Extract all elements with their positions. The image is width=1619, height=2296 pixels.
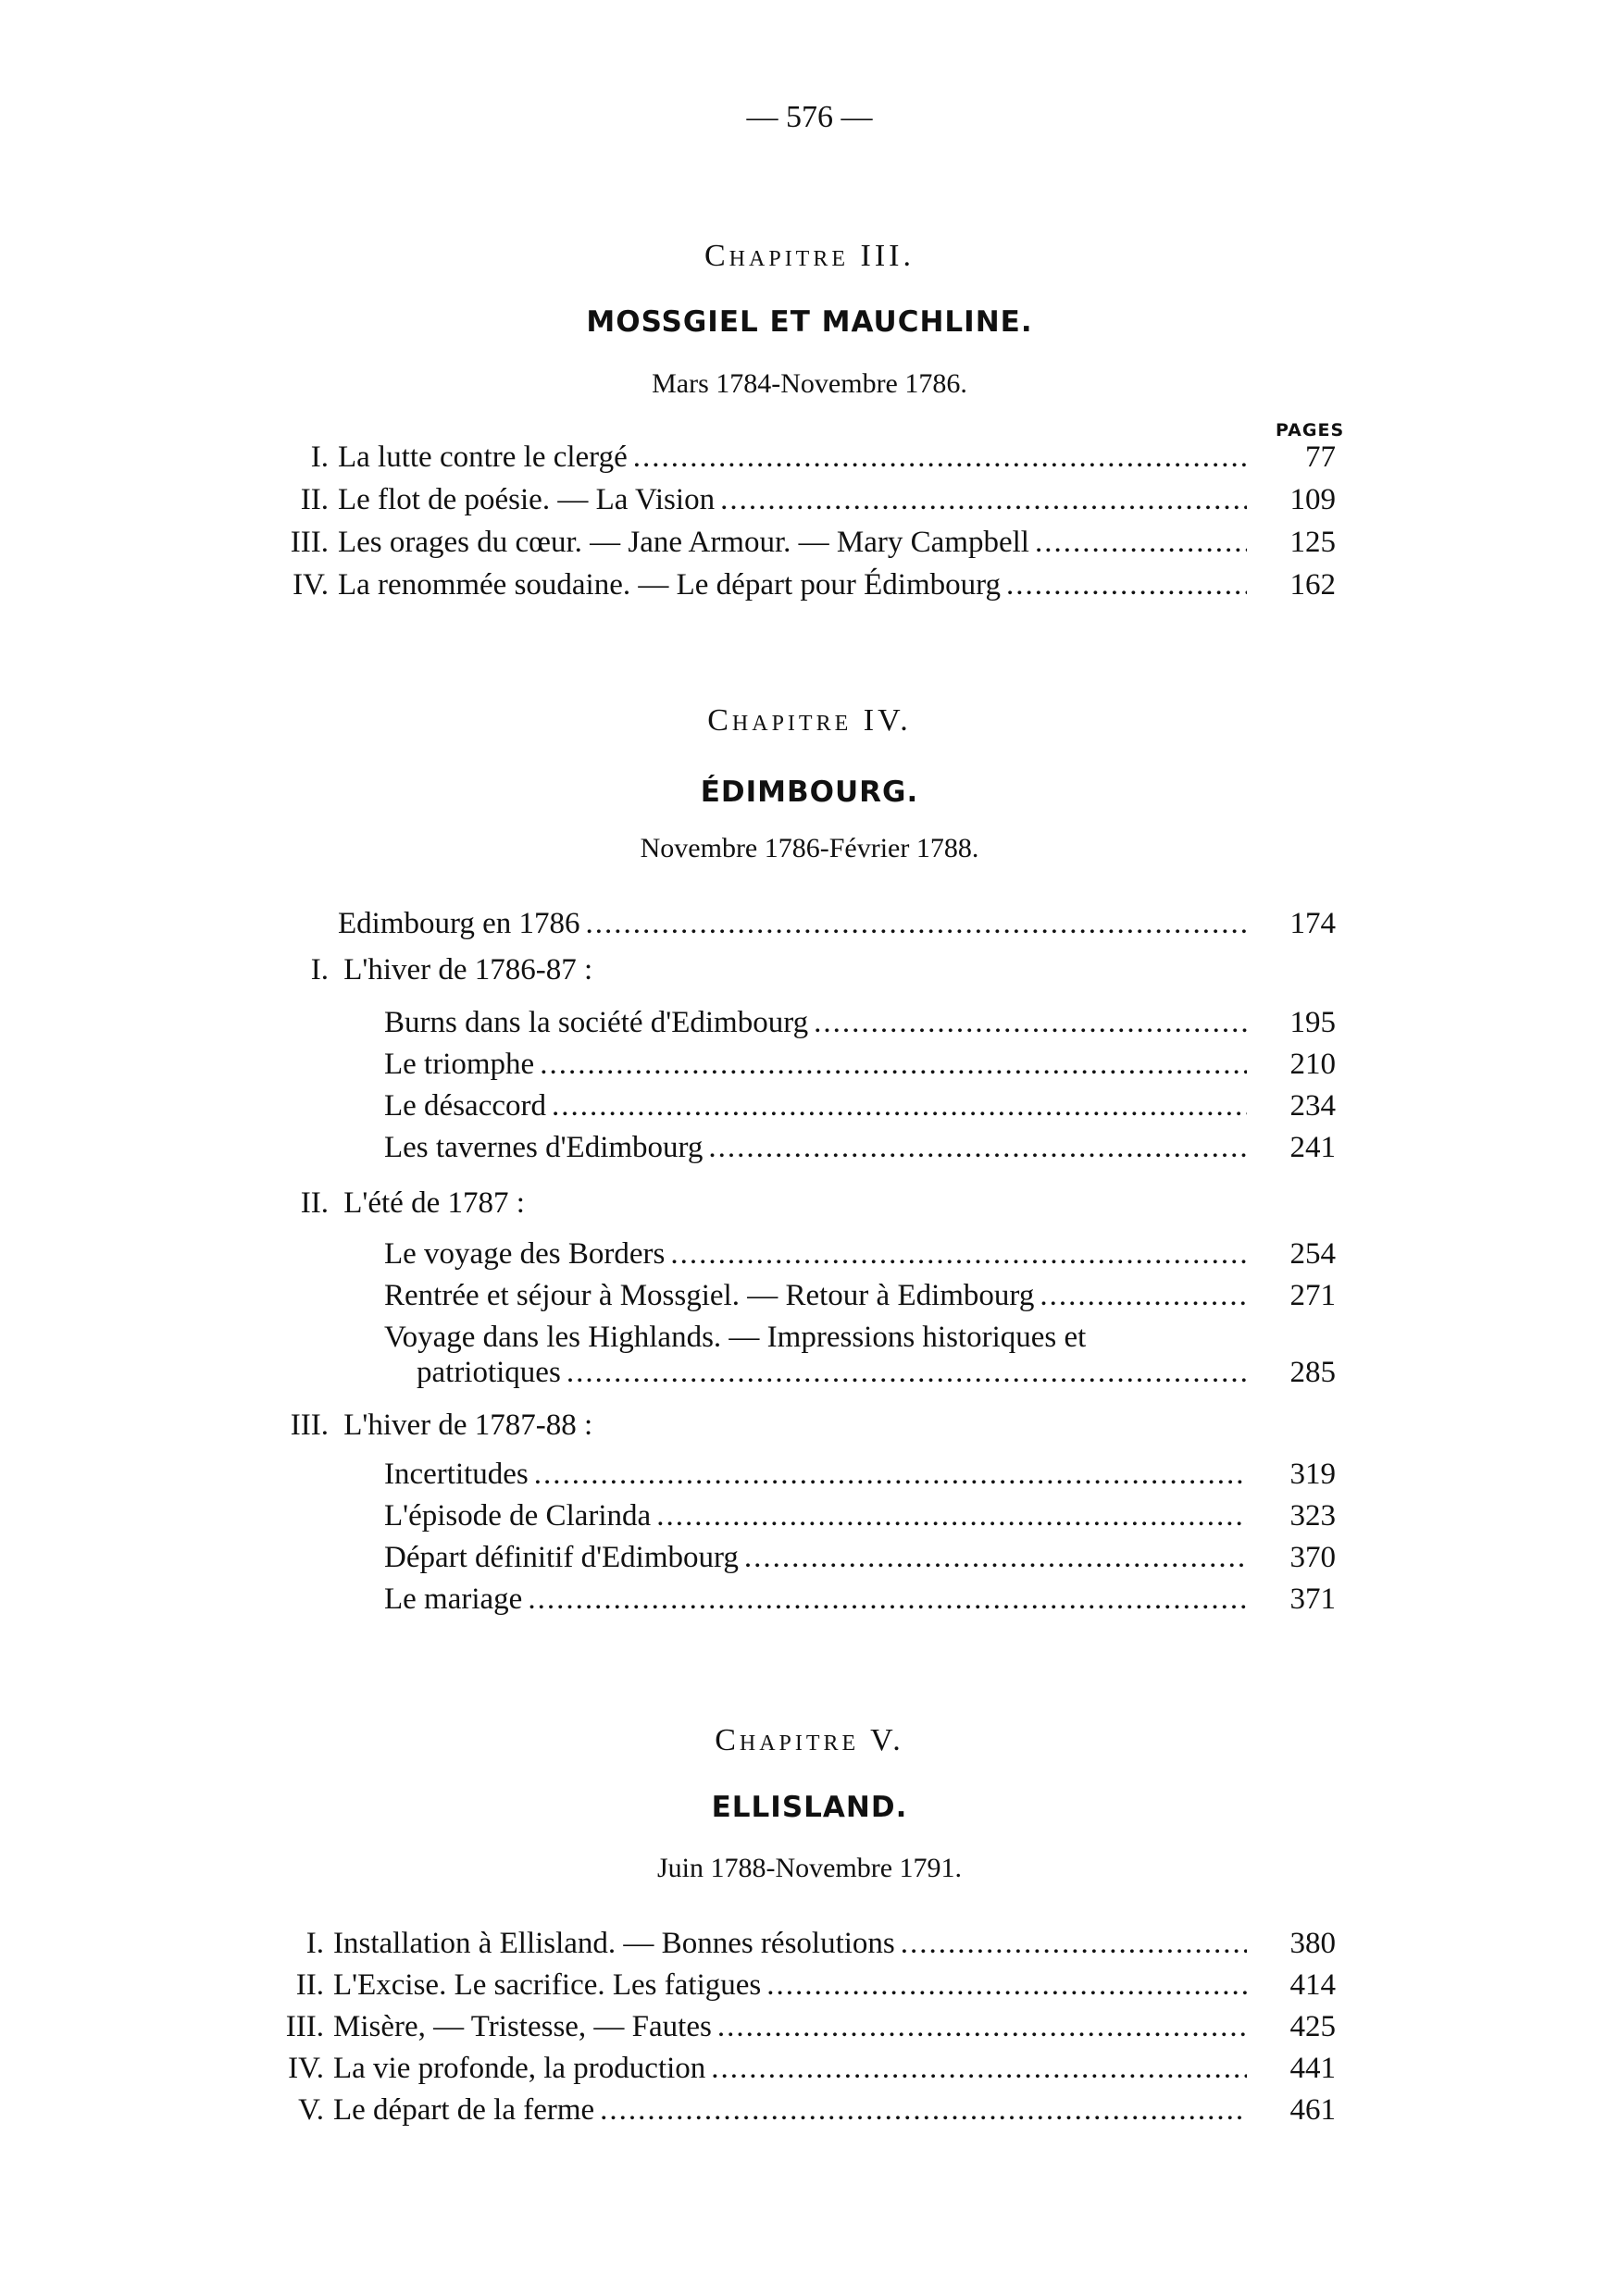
entry-title: La renommée soudaine. — Le départ pour Édimbourg bbox=[338, 568, 1002, 602]
entry-title: Installation à Ellisland. — Bonnes résolutions bbox=[333, 1927, 895, 1960]
entry-title: Rentrée et séjour à Mossgiel. — Retour à Edimbourg bbox=[384, 1279, 1035, 1312]
entry-title: L'Excise. Le sacrifice. Les fatigues bbox=[333, 1968, 762, 2002]
entry-page: 414 bbox=[1289, 1968, 1336, 2002]
entry-page: 285 bbox=[1289, 1356, 1336, 1389]
toc-entry bbox=[384, 1048, 1336, 1090]
dot-leader bbox=[670, 1237, 1247, 1272]
dot-leader bbox=[528, 1582, 1247, 1617]
chapter-title: ELLISLAND. bbox=[711, 1791, 908, 1824]
entry-page: 323 bbox=[1289, 1499, 1336, 1533]
chapter-title: MOSSGIEL ET MAUCHLINE. bbox=[586, 305, 1033, 339]
section-number: I. bbox=[310, 953, 329, 987]
entry-page: 461 bbox=[1289, 2093, 1336, 2127]
chapter-title: ÉDIMBOURG. bbox=[700, 776, 919, 809]
entry-title: La vie profonde, la production bbox=[333, 2052, 706, 2085]
entry-page: 370 bbox=[1289, 1541, 1336, 1574]
dot-leader bbox=[633, 441, 1247, 475]
chapter-dates: Novembre 1786-Février 1788. bbox=[640, 833, 979, 863]
toc-entry bbox=[384, 1131, 1336, 1173]
entry-title: Misère, — Tristesse, — Fautes bbox=[333, 2010, 712, 2043]
entry-title: Le voyage des Borders bbox=[384, 1237, 666, 1271]
dot-leader bbox=[567, 1356, 1247, 1390]
entry-page: 77 bbox=[1305, 441, 1336, 474]
entry-number: I. bbox=[305, 1927, 324, 1960]
toc-entry bbox=[300, 483, 1336, 526]
entry-page: 210 bbox=[1289, 1048, 1336, 1081]
page-number: — 576 — bbox=[746, 100, 873, 134]
toc-entry bbox=[384, 1237, 1336, 1280]
entry-page: 162 bbox=[1289, 568, 1336, 602]
toc-entry bbox=[293, 568, 1336, 611]
entry-title: Le triomphe bbox=[384, 1048, 535, 1081]
dot-leader bbox=[814, 1006, 1247, 1040]
entry-title: La lutte contre le clergé bbox=[338, 441, 628, 474]
entry-title: Incertitudes bbox=[384, 1458, 529, 1491]
section-title: L'été de 1787 : bbox=[343, 1186, 525, 1220]
section-number: III. bbox=[290, 1409, 329, 1442]
entry-page: 254 bbox=[1289, 1237, 1336, 1271]
section-heading bbox=[273, 953, 592, 987]
dot-leader bbox=[1006, 568, 1247, 602]
entry-title: patriotiques bbox=[417, 1356, 561, 1389]
toc-entry bbox=[305, 1927, 1336, 1969]
entry-title: Les tavernes d'Edimbourg bbox=[384, 1131, 704, 1164]
toc-entry bbox=[384, 1089, 1336, 1132]
entry-page: 234 bbox=[1289, 1089, 1336, 1123]
entry-page: 109 bbox=[1289, 483, 1336, 516]
chapter-dates: Juin 1788-Novembre 1791. bbox=[656, 1853, 963, 1883]
section-title: L'hiver de 1787-88 : bbox=[343, 1409, 593, 1442]
entry-title: Départ définitif d'Edimbourg bbox=[384, 1541, 739, 1574]
toc-entry bbox=[384, 1499, 1336, 1542]
entry-page: 174 bbox=[1289, 907, 1336, 940]
entry-page: 380 bbox=[1289, 1927, 1336, 1960]
entry-title: Les orages du cœur. — Jane Armour. — Mary Campbell bbox=[338, 526, 1029, 559]
dot-leader bbox=[552, 1089, 1247, 1123]
dot-leader bbox=[1035, 526, 1247, 560]
entry-number: II. bbox=[295, 1968, 324, 2002]
dot-leader bbox=[708, 1131, 1247, 1165]
entry-number: II. bbox=[300, 483, 329, 516]
entry-page: 271 bbox=[1289, 1279, 1336, 1312]
chapter-dates: Mars 1784-Novembre 1786. bbox=[652, 368, 967, 399]
entry-page: 125 bbox=[1289, 526, 1336, 559]
dot-leader bbox=[540, 1048, 1247, 1082]
entry-title: Le départ de la ferme bbox=[333, 2093, 595, 2127]
toc-entry bbox=[384, 1006, 1336, 1049]
toc-entry bbox=[417, 1356, 1336, 1398]
dot-leader bbox=[766, 1968, 1247, 2003]
toc-entry bbox=[384, 1279, 1336, 1322]
dot-leader bbox=[901, 1927, 1247, 1961]
toc-entry bbox=[384, 1541, 1336, 1583]
section-heading bbox=[273, 1409, 592, 1443]
entry-title: Edimbourg en 1786 bbox=[338, 907, 580, 940]
entry-page: 425 bbox=[1289, 2010, 1336, 2043]
chapter-label: Chapitre IV. bbox=[707, 703, 912, 738]
entry-number: V. bbox=[298, 2093, 324, 2127]
section-heading bbox=[273, 1186, 525, 1221]
entry-title: Le flot de poésie. — La Vision bbox=[338, 483, 716, 516]
entry-title: Le désaccord bbox=[384, 1089, 546, 1123]
dot-leader bbox=[600, 2093, 1247, 2128]
entry-title-line: Voyage dans les Highlands. — Impressions historiques et bbox=[384, 1321, 1087, 1354]
entry-page: 319 bbox=[1289, 1458, 1336, 1491]
entry-title: Burns dans la société d'Edimbourg bbox=[384, 1006, 809, 1039]
entry-title: Le mariage bbox=[384, 1582, 523, 1616]
dot-leader bbox=[1040, 1279, 1247, 1313]
entry-title: L'épisode de Clarinda bbox=[384, 1499, 652, 1533]
toc-entry bbox=[384, 1582, 1336, 1625]
toc-entry bbox=[338, 907, 1336, 949]
entry-number: III. bbox=[285, 2010, 324, 2043]
chapter-label: Chapitre V. bbox=[715, 1723, 904, 1757]
dot-leader bbox=[720, 483, 1247, 517]
dot-leader bbox=[711, 2052, 1247, 2086]
entry-page: 241 bbox=[1289, 1131, 1336, 1164]
section-title: L'hiver de 1786-87 : bbox=[343, 953, 593, 987]
dot-leader bbox=[656, 1499, 1247, 1533]
toc-entry bbox=[310, 441, 1336, 483]
dot-leader bbox=[717, 2010, 1247, 2044]
toc-entry bbox=[384, 1458, 1336, 1500]
dot-leader bbox=[534, 1458, 1247, 1492]
entry-number: IV. bbox=[288, 2052, 324, 2085]
entry-number: IV. bbox=[293, 568, 329, 602]
dot-leader bbox=[586, 907, 1247, 941]
dot-leader bbox=[744, 1541, 1247, 1575]
pages-column-label: PAGES bbox=[1276, 420, 1345, 441]
toc-entry bbox=[295, 1968, 1336, 2011]
entry-page: 195 bbox=[1289, 1006, 1336, 1039]
toc-entry bbox=[290, 526, 1336, 568]
entry-number: III. bbox=[290, 526, 329, 559]
entry-page: 371 bbox=[1289, 1582, 1336, 1616]
entry-page: 441 bbox=[1289, 2052, 1336, 2085]
section-number: II. bbox=[300, 1186, 329, 1220]
toc-entry bbox=[298, 2093, 1336, 2136]
chapter-label: Chapitre III. bbox=[704, 239, 915, 273]
entry-number: I. bbox=[310, 441, 329, 474]
toc-entry bbox=[285, 2010, 1336, 2053]
toc-entry bbox=[288, 2052, 1336, 2094]
